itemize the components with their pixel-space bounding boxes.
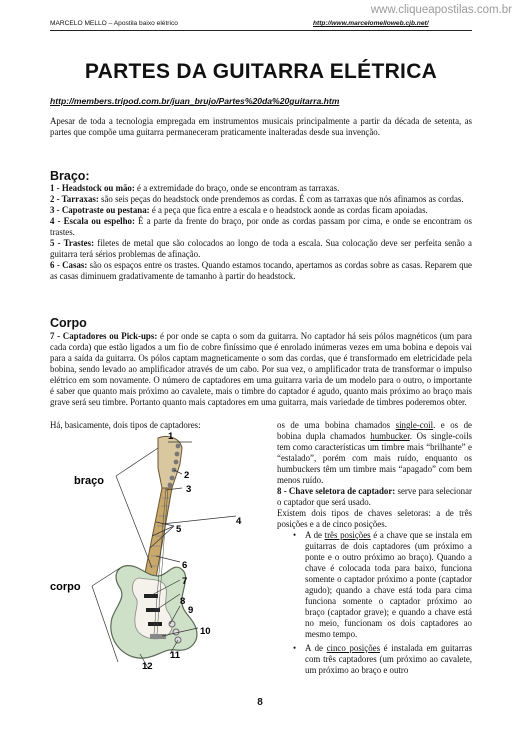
text-run: . e os de bobina dupla chamados xyxy=(277,420,472,441)
term: 5 - Trastes: xyxy=(50,238,95,248)
running-header-link[interactable]: http://www.marcelomelloweb.cjb.net/ xyxy=(313,20,429,27)
list-item xyxy=(293,530,472,640)
guitar-diagram xyxy=(40,428,270,673)
definition: é a peça que fica entre a escala e o headstock aonde as cordas ficam apoiadas. xyxy=(149,205,428,215)
term: 3 - Capotraste ou pestana: xyxy=(50,205,150,215)
callout-1: 1 xyxy=(168,431,174,442)
term: 2 - Tarraxas: xyxy=(50,194,99,204)
bullet-icon: • xyxy=(293,530,297,540)
section-heading-braco: Braço: xyxy=(50,169,90,183)
callout-11: 11 xyxy=(170,650,181,661)
text-run: três posições xyxy=(324,530,371,540)
braco-item xyxy=(50,260,472,282)
callout-4: 4 xyxy=(236,516,242,527)
text-run: A de xyxy=(305,530,325,540)
text-run: é instalada em guitarras com três captadores (um próximo ao cavalete, um próximo ao braço e outro xyxy=(305,643,472,675)
switch-intro: Existem dois tipos de chaves seletoras: a de três posições e a de cinco posições. xyxy=(277,508,472,529)
braco-item xyxy=(50,194,472,205)
callout-12: 12 xyxy=(142,661,153,672)
definition: filetes de metal que são colocados ao longo de toda a escala. Sua colocação deve ser perfeita senão a guitarra terá sérios problemas de afinação. xyxy=(50,238,472,259)
header-author: MARCELO MELLO – Apostila baixo elétrico xyxy=(50,20,178,27)
headstock-shape xyxy=(158,436,182,488)
callout-10: 10 xyxy=(200,626,211,637)
item8-paragraph xyxy=(277,486,472,508)
bullet-icon: • xyxy=(293,643,297,653)
callout-5: 5 xyxy=(176,524,182,535)
braco-list xyxy=(50,183,472,282)
text-run: . Os single-coils tem como características um timbre mais “brilhante” e “estalado”, porém com mais ruído, enquanto os humbuckers têm um timbre mais “apagado” com bem menos ruído. xyxy=(277,431,472,485)
definition: são seis peças do headstock onde prendemos as cordas. É com as tarraxas que nós afinamos as cordas. xyxy=(98,194,464,204)
item7-paragraph xyxy=(50,331,472,408)
callout-6: 6 xyxy=(182,560,188,571)
term: 7 - Captadores ou Pick-ups: xyxy=(50,331,158,341)
types-intro: Há, basicamente, dois tipos de captadores: xyxy=(50,420,201,430)
definition: serve para selecionar o captador que será usado. xyxy=(277,486,473,507)
right-column xyxy=(277,420,472,676)
braco-item xyxy=(50,216,472,238)
label-corpo: corpo xyxy=(50,581,81,593)
callout-3: 3 xyxy=(186,484,192,495)
pickup-types-paragraph xyxy=(277,420,472,486)
callout-2: 2 xyxy=(184,470,190,481)
braco-item xyxy=(50,205,472,216)
term: 6 - Casas: xyxy=(50,260,88,270)
definition: é a extremidade do braço, onde se encontram as tarraxas. xyxy=(134,183,340,193)
text-run: A de xyxy=(305,643,327,653)
switch-types-list xyxy=(277,530,472,676)
braco-item xyxy=(50,238,472,260)
page-title: PARTES DA GUITARRA ELÉTRICA xyxy=(84,60,438,83)
term: 1 - Headstock ou mão: xyxy=(50,183,135,193)
watermark: www.cliqueapostilas.com.br xyxy=(370,4,512,16)
text-run: cinco posições xyxy=(326,643,381,653)
braco-item xyxy=(50,183,472,194)
definition: É a parte da frente do braço, por onde as cordas passam por cima, e onde se encontram os trastes. xyxy=(50,216,473,237)
running-header-left xyxy=(50,20,178,27)
section-heading-corpo: Corpo xyxy=(50,316,87,330)
term: 4 - Escala ou espelho: xyxy=(50,216,135,226)
text-run: os de uma bobina chamados xyxy=(277,420,396,430)
source-link[interactable]: http://members.tripod.com.br/juan_brujo/Partes%20da%20guitarra.htm xyxy=(50,96,340,106)
callout-7: 7 xyxy=(182,576,188,587)
humbucker-term: humbucker xyxy=(370,431,410,441)
header-rule xyxy=(50,30,472,31)
callout-8: 8 xyxy=(180,596,186,607)
callout-9: 9 xyxy=(188,605,194,616)
text-run: é a chave que se instala em guitarras de dois captadores (um próximo a ponte e o outro próximo ao braço). Quando a chave é colocada toda para baixo, funciona somente o captador próximo a ponte (captador agudo); quando a chave está toda para cima funciona somente o captador próximo ao braço (captador grave); e quando a chave está no meio, funcionam os dois captadores ao mesmo tempo. xyxy=(305,530,472,639)
definition: são os espaços entre os trastes. Quando estamos tocando, apertamos as cordas sobre as casas. Reparem que as casas diminuem gradativamente de tamanho à partir do headstock. xyxy=(50,260,472,281)
list-item xyxy=(293,643,472,676)
definition: é por onde se capta o som da guitarra. No captador há seis pólos magnéticos (um para cada corda) que estão ligados a um fio de cobre finíssimo que é enrolado inúmeras vezes em uma bobina e depois vai para a saída da guitarra. Os pólos captam magneticamente o som das cordas, que é transformado em eletricidade pela bobina, sendo levado ao amplificador através de um cabo. Por sua vez, o amplificador trata de transformar o impulso elétrico em som novamente. O número de captadores em uma guitarra varia de um modelo para o outro, o importante é saber que quanto mais próximo ao cavalete, mais o timbre do captador é agudo, quanto mais próximo ao braço mais grave será seu timbre. Portanto quanto mais captadores em uma guitarra, mais variedade de timbres poderemos obter. xyxy=(50,331,472,407)
label-braco: braço xyxy=(74,475,104,487)
term: 8 - Chave seletora de captador: xyxy=(277,486,396,496)
intro-paragraph: Apesar de toda a tecnologia empregada em instrumentos musicais principalmente a partir da década de setenta, as partes que compõe uma guitarra permaneceram praticamente inalteradas desde sua invenção. xyxy=(50,116,472,137)
single-coil-term: single-coil xyxy=(395,420,434,430)
page-number: 8 xyxy=(257,697,263,708)
